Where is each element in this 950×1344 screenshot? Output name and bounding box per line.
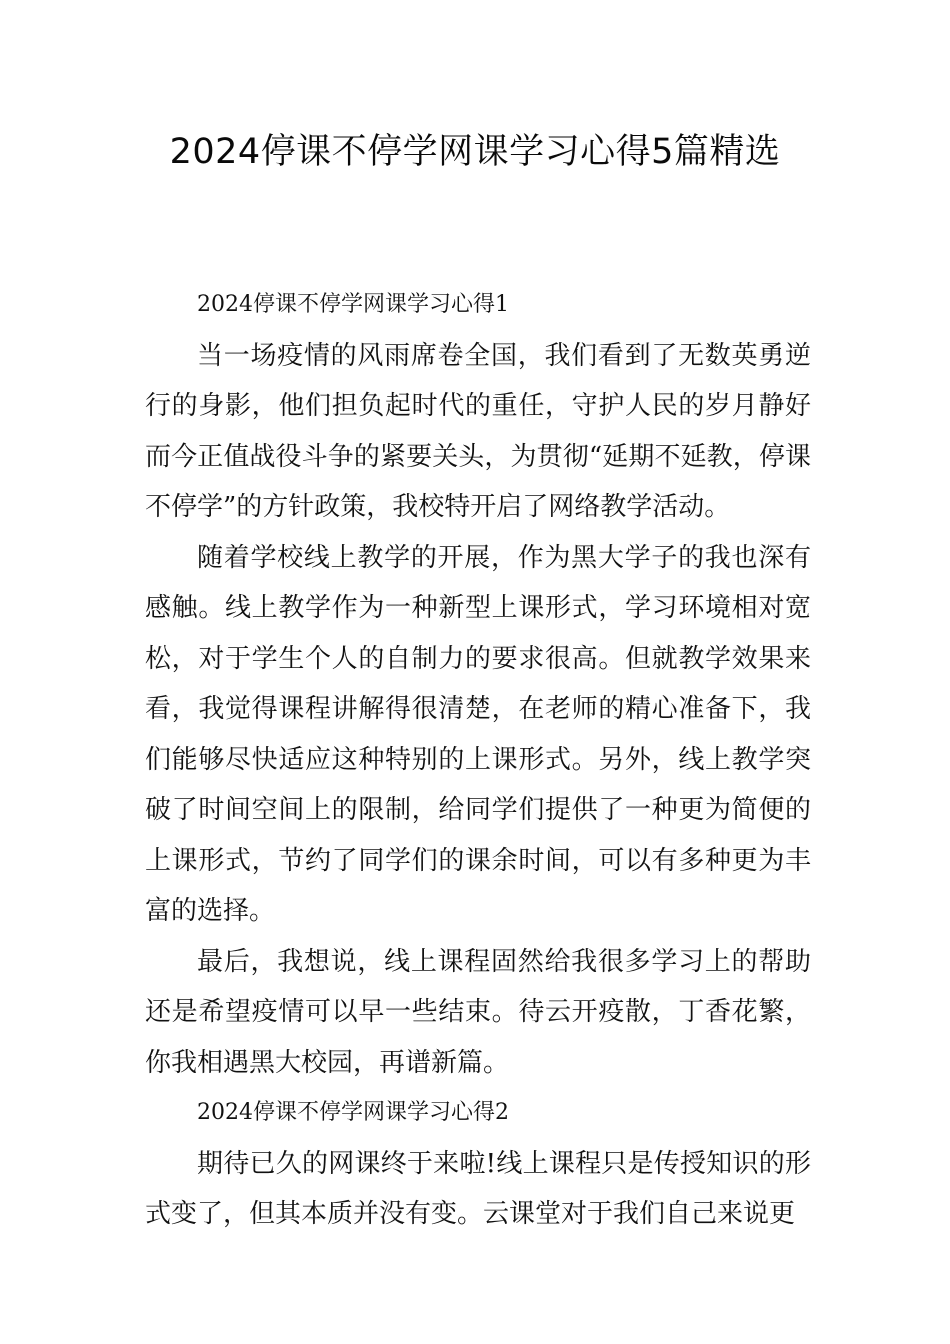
paragraph: 当一场疫情的风雨席卷全国，我们看到了无数英勇逆行的身影，他们担负起时代的重任，守护人民的岁月静好而今正值战役斗争的紧要关头，为贯彻“延期不延教，停课不停学”的方针政策，我校特开启了网络教学活动。 bbox=[145, 340, 811, 522]
section-heading: 2024停课不停学网课学习心得1 bbox=[197, 292, 509, 317]
paragraph: 随着学校线上教学的开展，作为黑大学子的我也深有感触。线上教学作为一种新型上课形式，学习环境相对宽松，对于学生个人的自制力的要求很高。但就教学效果来看，我觉得课程讲解得很清楚，在老师的精心准备下，我们能够尽快适应这种特别的上课形式。另外，线上教学突破了时间空间上的限制，给同学们提供了一种更为简便的上课形式，节约了同学们的课余时间，可以有多种更为丰富的选择。 bbox=[145, 542, 811, 926]
document-title: 2024停课不停学网课学习心得5篇精选 bbox=[169, 132, 781, 172]
section-heading: 2024停课不停学网课学习心得2 bbox=[197, 1100, 509, 1125]
paragraph: 期待已久的网课终于来啦!线上课程只是传授知识的形式变了，但其本质并没有变。云课堂对于我们自己来说更 bbox=[145, 1148, 811, 1229]
document-body bbox=[145, 280, 811, 1240]
paragraph: 最后，我想说，线上课程固然给我很多学习上的帮助还是希望疫情可以早一些结束。待云开疫散，丁香花繁，你我相遇黑大校园，再谱新篇。 bbox=[145, 946, 811, 1078]
